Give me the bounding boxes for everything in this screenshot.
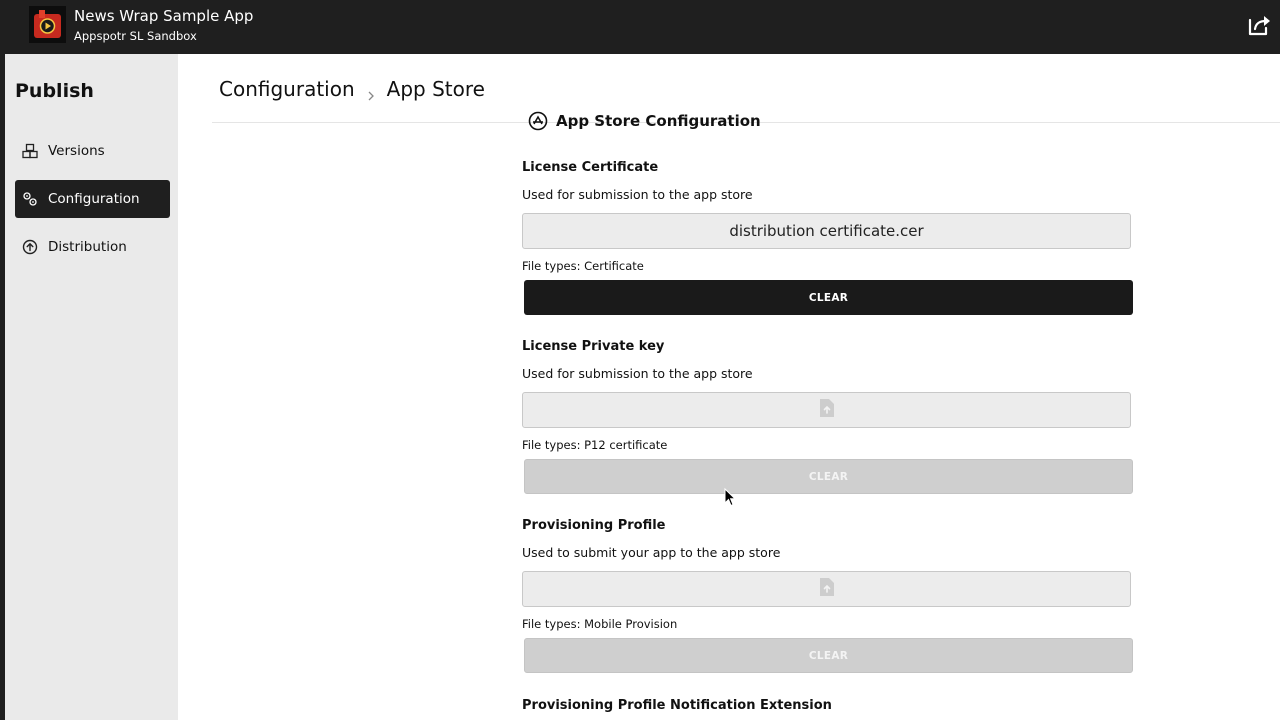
breadcrumb-current: App Store xyxy=(386,77,485,101)
license-certificate-title: License Certificate xyxy=(522,160,659,175)
provisioning-profile-description: Used to submit your app to the app store xyxy=(522,545,781,560)
breadcrumb xyxy=(219,77,485,101)
license-certificate-description: Used for submission to the app store xyxy=(522,187,753,202)
provisioning-profile-title: Provisioning Profile xyxy=(522,518,666,533)
license-certificate-dropzone[interactable] xyxy=(522,213,1131,249)
app-store-icon xyxy=(528,111,548,131)
file-upload-icon xyxy=(819,398,835,422)
cogs-icon xyxy=(22,191,38,207)
sidebar-item-label: Distribution xyxy=(48,239,127,255)
license-private-key-clear-button[interactable]: CLEAR xyxy=(524,459,1133,494)
license-private-key-description: Used for submission to the app store xyxy=(522,366,753,381)
sidebar xyxy=(5,54,178,720)
license-private-key-title: License Private key xyxy=(522,339,665,354)
sidebar-item-versions[interactable] xyxy=(15,132,170,170)
sidebar-item-configuration[interactable] xyxy=(15,180,170,218)
section-title: App Store Configuration xyxy=(556,112,761,130)
file-upload-icon xyxy=(819,577,835,601)
app-title: News Wrap Sample App xyxy=(74,7,254,25)
main-content[interactable] xyxy=(178,112,1278,720)
license-certificate-clear-button[interactable]: CLEAR xyxy=(524,280,1133,315)
top-bar xyxy=(0,0,1280,54)
cubes-icon xyxy=(22,143,38,159)
share-icon[interactable] xyxy=(1246,12,1272,38)
license-private-key-file-types: File types: P12 certificate xyxy=(522,438,668,452)
sidebar-title: Publish xyxy=(15,80,94,102)
app-subtitle: Appspotr SL Sandbox xyxy=(74,29,197,43)
mouse-cursor-icon xyxy=(724,488,736,508)
section-header xyxy=(528,111,761,131)
upload-circle-icon xyxy=(22,239,38,255)
uploaded-file-name: distribution certificate.cer xyxy=(729,222,924,240)
breadcrumb-parent[interactable]: Configuration xyxy=(219,77,355,101)
provisioning-profile-clear-button[interactable]: CLEAR xyxy=(524,638,1133,673)
provisioning-profile-file-types: File types: Mobile Provision xyxy=(522,617,678,631)
sidebar-item-label: Configuration xyxy=(48,191,140,207)
provisioning-profile-notification-extension-title: Provisioning Profile Notification Extension xyxy=(522,698,832,713)
chevron-right-icon xyxy=(365,83,377,95)
app-logo-icon xyxy=(29,6,66,43)
sidebar-item-label: Versions xyxy=(48,143,105,159)
sidebar-item-distribution[interactable] xyxy=(15,228,170,266)
provisioning-profile-dropzone[interactable] xyxy=(522,571,1131,607)
license-certificate-file-types: File types: Certificate xyxy=(522,259,644,273)
license-private-key-dropzone[interactable] xyxy=(522,392,1131,428)
